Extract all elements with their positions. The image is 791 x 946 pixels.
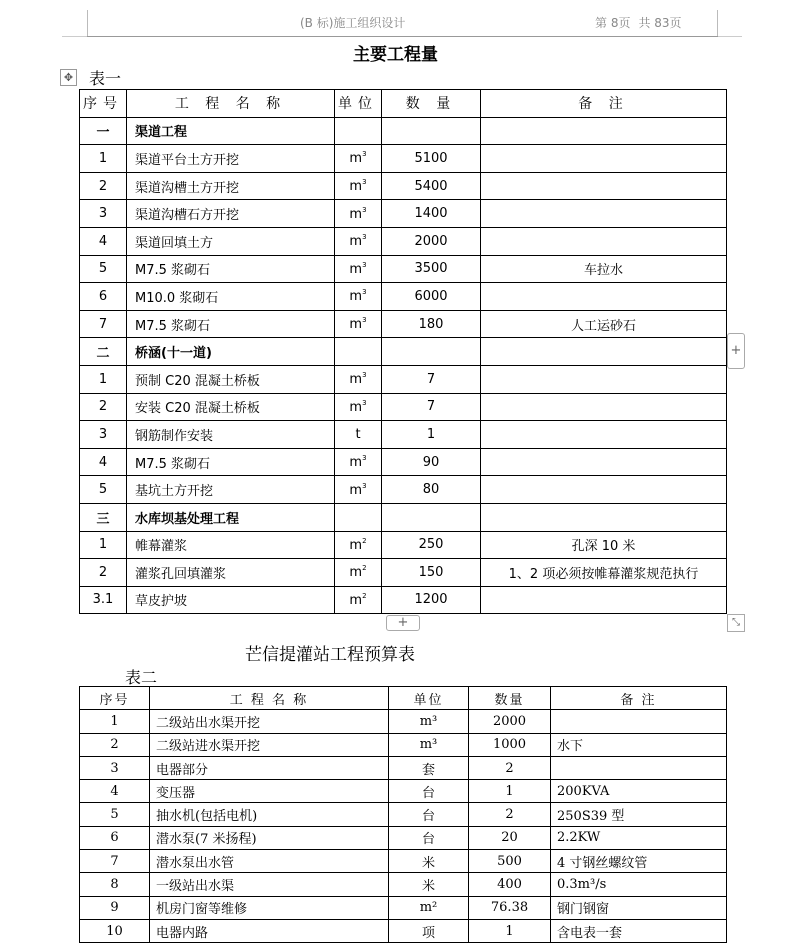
- table2: [79, 686, 727, 943]
- quantity: 500: [469, 850, 551, 873]
- item-name: 潜水泵出水管: [150, 850, 389, 873]
- header-doc-title: (B 标)施工组织设计: [300, 16, 406, 30]
- table2-row: [80, 919, 727, 942]
- quantity: 5400: [382, 172, 481, 200]
- add-column-button[interactable]: [727, 333, 745, 369]
- item-name: M7.5 浆砌石: [127, 448, 335, 476]
- note: [481, 586, 727, 614]
- unit-cell: [335, 586, 382, 614]
- unit-exponent: 2: [362, 591, 367, 600]
- table1-header-unit: 单位: [335, 90, 382, 118]
- item-name: 潜水泵(7 米扬程): [150, 826, 389, 849]
- item-name: 二级站进水渠开挖: [150, 733, 389, 756]
- table1-header-name: 工 程 名 称: [127, 90, 335, 118]
- note: 含电表一套: [551, 919, 727, 942]
- row-number: 二: [80, 338, 127, 366]
- unit-exponent: 3: [362, 233, 367, 242]
- note: [481, 448, 727, 476]
- item-name: M10.0 浆砌石: [127, 283, 335, 311]
- unit: 台: [389, 780, 469, 803]
- table2-row: [80, 873, 727, 896]
- row-number: 1: [80, 710, 150, 733]
- table1-row: [80, 365, 727, 393]
- row-number: 10: [80, 919, 150, 942]
- quantity: 150: [382, 559, 481, 587]
- note: [481, 503, 727, 531]
- quantity: [382, 117, 481, 145]
- item-name: M7.5 浆砌石: [127, 310, 335, 338]
- row-number: 6: [80, 283, 127, 311]
- item-name: 安装 C20 混凝土桥板: [127, 393, 335, 421]
- row-number: 1: [80, 531, 127, 559]
- item-name: 机房门窗等维修: [150, 896, 389, 919]
- note: [551, 756, 727, 779]
- table1: [79, 89, 727, 614]
- unit-exponent: 3: [362, 150, 367, 159]
- quantity: [382, 338, 481, 366]
- unit-cell: [335, 145, 382, 173]
- unit: m: [349, 455, 363, 471]
- plus-icon: +: [730, 343, 742, 358]
- unit: m: [349, 537, 363, 553]
- item-name: 帷幕灌浆: [127, 531, 335, 559]
- unit-exponent: 3: [362, 481, 367, 490]
- table2-header-name: 工 程 名 称: [150, 687, 389, 710]
- quantity: 76.38: [469, 896, 551, 919]
- table1-section-row: [80, 338, 727, 366]
- unit-cell: [335, 172, 382, 200]
- quantity: 1: [469, 780, 551, 803]
- table1-row: [80, 200, 727, 228]
- quantity: 3500: [382, 255, 481, 283]
- note: [481, 117, 727, 145]
- unit-cell: [335, 283, 382, 311]
- note: 200KVA: [551, 780, 727, 803]
- row-number: 7: [80, 850, 150, 873]
- note: [481, 421, 727, 449]
- note: 250S39 型: [551, 803, 727, 826]
- row-number: 7: [80, 310, 127, 338]
- table2-header-no: 序号: [80, 687, 150, 710]
- row-number: 1: [80, 145, 127, 173]
- unit: 项: [389, 919, 469, 942]
- unit-cell: [335, 503, 382, 531]
- table2-row: [80, 803, 727, 826]
- row-number: 4: [80, 780, 150, 803]
- unit-cell: [335, 531, 382, 559]
- unit-cell: [335, 117, 382, 145]
- unit-exponent: 3: [362, 398, 367, 407]
- note: 2.2KW: [551, 826, 727, 849]
- header-rule: [87, 36, 718, 37]
- unit: m: [349, 261, 363, 277]
- unit-exponent: 2: [362, 536, 367, 545]
- unit: m: [349, 317, 363, 333]
- table1-row: [80, 172, 727, 200]
- item-name: 渠道工程: [127, 117, 335, 145]
- unit-exponent: 2: [362, 564, 367, 573]
- header-margin-marker: [87, 10, 88, 36]
- quantity: [382, 503, 481, 531]
- quantity: 400: [469, 873, 551, 896]
- unit: m: [349, 482, 363, 498]
- unit-exponent: 3: [362, 205, 367, 214]
- table2-row: [80, 780, 727, 803]
- table2-row: [80, 733, 727, 756]
- quantity: 2000: [382, 227, 481, 255]
- note: 1、2 项必须按帷幕灌浆规范执行: [481, 559, 727, 587]
- table1-section-row: [80, 117, 727, 145]
- table1-header-row: [80, 90, 727, 118]
- quantity: 1200: [382, 586, 481, 614]
- row-number: 2: [80, 733, 150, 756]
- header-rule: [718, 36, 742, 37]
- table2-row: [80, 756, 727, 779]
- row-number: 4: [80, 448, 127, 476]
- table2-header-note: 备 注: [551, 687, 727, 710]
- unit: 米: [389, 850, 469, 873]
- table1-row: [80, 393, 727, 421]
- table1-row: [80, 255, 727, 283]
- unit-exponent: 3: [362, 288, 367, 297]
- table2-header-unit: 单位: [389, 687, 469, 710]
- unit-cell: [335, 227, 382, 255]
- note: [551, 710, 727, 733]
- table1-header-qty: 数 量: [382, 90, 481, 118]
- row-number: 8: [80, 873, 150, 896]
- table2-header-qty: 数量: [469, 687, 551, 710]
- unit: 米: [389, 873, 469, 896]
- note: [481, 365, 727, 393]
- item-name: 一级站出水渠: [150, 873, 389, 896]
- unit-cell: [335, 448, 382, 476]
- header-page-current: 第 8页: [595, 16, 631, 30]
- row-number: 3: [80, 756, 150, 779]
- quantity: 1400: [382, 200, 481, 228]
- item-name: 电器部分: [150, 756, 389, 779]
- note: 水下: [551, 733, 727, 756]
- row-number: 5: [80, 476, 127, 504]
- quantity: 250: [382, 531, 481, 559]
- unit: m: [349, 234, 363, 250]
- unit-cell: [335, 393, 382, 421]
- unit-cell: [335, 365, 382, 393]
- table1-row: [80, 227, 727, 255]
- resize-icon[interactable]: ⤡: [727, 614, 745, 632]
- unit: m: [349, 206, 363, 222]
- unit: m: [349, 289, 363, 305]
- item-name: 渠道回填土方: [127, 227, 335, 255]
- item-name: 基坑土方开挖: [127, 476, 335, 504]
- row-number: 3: [80, 200, 127, 228]
- row-number: 3: [80, 421, 127, 449]
- unit: m: [349, 151, 363, 167]
- unit-cell: [335, 310, 382, 338]
- unit-exponent: 3: [362, 260, 367, 269]
- header-page-info: [595, 14, 690, 31]
- table2-row: [80, 826, 727, 849]
- quantity: 90: [382, 448, 481, 476]
- note: 0.3m³/s: [551, 873, 727, 896]
- table1-row: [80, 283, 727, 311]
- row-number: 5: [80, 255, 127, 283]
- header-rule: [62, 36, 87, 37]
- item-name: 抽水机(包括电机): [150, 803, 389, 826]
- note: [481, 283, 727, 311]
- unit: 套: [389, 756, 469, 779]
- quantity: 7: [382, 393, 481, 421]
- row-number: 一: [80, 117, 127, 145]
- table1-row: [80, 448, 727, 476]
- unit: m: [349, 592, 363, 608]
- quantity: 6000: [382, 283, 481, 311]
- unit: m²: [389, 896, 469, 919]
- table2-label: 表二: [125, 668, 158, 687]
- item-name: 渠道平台土方开挖: [127, 145, 335, 173]
- table1-row: [80, 559, 727, 587]
- note: [481, 393, 727, 421]
- unit: m: [349, 372, 363, 388]
- note: [481, 172, 727, 200]
- row-number: 2: [80, 559, 127, 587]
- header-page-total: 共 83页: [638, 16, 682, 30]
- table1-label: 表一: [89, 69, 122, 88]
- table2-header-row: [80, 687, 727, 710]
- item-name: 电器内路: [150, 919, 389, 942]
- row-number: 2: [80, 172, 127, 200]
- item-name: 渠道沟槽土方开挖: [127, 172, 335, 200]
- item-name: 钢筋制作安装: [127, 421, 335, 449]
- item-name: 桥涵(十一道): [127, 338, 335, 366]
- unit: 台: [389, 803, 469, 826]
- add-row-button[interactable]: [386, 615, 420, 631]
- table2-row: [80, 850, 727, 873]
- row-number: 2: [80, 393, 127, 421]
- item-name: 草皮护坡: [127, 586, 335, 614]
- note: [481, 145, 727, 173]
- unit-cell: [335, 421, 382, 449]
- quantity: 180: [382, 310, 481, 338]
- unit: t: [355, 427, 361, 443]
- unit-exponent: 3: [362, 454, 367, 463]
- unit-cell: [335, 559, 382, 587]
- quantity: 2000: [469, 710, 551, 733]
- note: 人工运砂石: [481, 310, 727, 338]
- move-icon[interactable]: ✥: [60, 69, 77, 86]
- table1-section-row: [80, 503, 727, 531]
- row-number: 3.1: [80, 586, 127, 614]
- note: [481, 227, 727, 255]
- item-name: 水库坝基处理工程: [127, 503, 335, 531]
- note: 4 寸钢丝螺纹管: [551, 850, 727, 873]
- row-number: 9: [80, 896, 150, 919]
- unit-exponent: 3: [362, 371, 367, 380]
- quantity: 80: [382, 476, 481, 504]
- unit-cell: [335, 476, 382, 504]
- row-number: 5: [80, 803, 150, 826]
- item-name: 预制 C20 混凝土桥板: [127, 365, 335, 393]
- quantity: 2: [469, 803, 551, 826]
- unit: m: [349, 565, 363, 581]
- table2-row: [80, 896, 727, 919]
- item-name: 变压器: [150, 780, 389, 803]
- note: 孔深 10 米: [481, 531, 727, 559]
- note: [481, 200, 727, 228]
- unit: m: [349, 399, 363, 415]
- unit: m³: [389, 710, 469, 733]
- item-name: M7.5 浆砌石: [127, 255, 335, 283]
- quantity: 2: [469, 756, 551, 779]
- table1-header-note: 备 注: [481, 90, 727, 118]
- quantity: 20: [469, 826, 551, 849]
- row-number: 1: [80, 365, 127, 393]
- table2-title: 芒信提灌站工程预算表: [245, 645, 415, 665]
- table1-row: [80, 586, 727, 614]
- table1-row: [80, 310, 727, 338]
- quantity: 1: [382, 421, 481, 449]
- item-name: 渠道沟槽石方开挖: [127, 200, 335, 228]
- table1-row: [80, 531, 727, 559]
- quantity: 5100: [382, 145, 481, 173]
- table1-row: [80, 476, 727, 504]
- table1-header-no: 序号: [80, 90, 127, 118]
- header-margin-marker: [717, 10, 718, 36]
- row-number: 6: [80, 826, 150, 849]
- table1-row: [80, 145, 727, 173]
- quantity: 1000: [469, 733, 551, 756]
- unit-exponent: 3: [362, 178, 367, 187]
- table2-row: [80, 710, 727, 733]
- row-number: 三: [80, 503, 127, 531]
- note: [481, 476, 727, 504]
- main-title: 主要工程量: [353, 45, 438, 65]
- unit: 台: [389, 826, 469, 849]
- unit-exponent: 3: [362, 316, 367, 325]
- plus-icon: +: [397, 615, 409, 630]
- unit-cell: [335, 255, 382, 283]
- item-name: 灌浆孔回填灌浆: [127, 559, 335, 587]
- unit: m³: [389, 733, 469, 756]
- note: [481, 338, 727, 366]
- table1-row: [80, 421, 727, 449]
- item-name: 二级站出水渠开挖: [150, 710, 389, 733]
- quantity: 7: [382, 365, 481, 393]
- row-number: 4: [80, 227, 127, 255]
- unit-cell: [335, 200, 382, 228]
- unit: m: [349, 179, 363, 195]
- note: 钢门钢窗: [551, 896, 727, 919]
- quantity: 1: [469, 919, 551, 942]
- note: 车拉水: [481, 255, 727, 283]
- unit-cell: [335, 338, 382, 366]
